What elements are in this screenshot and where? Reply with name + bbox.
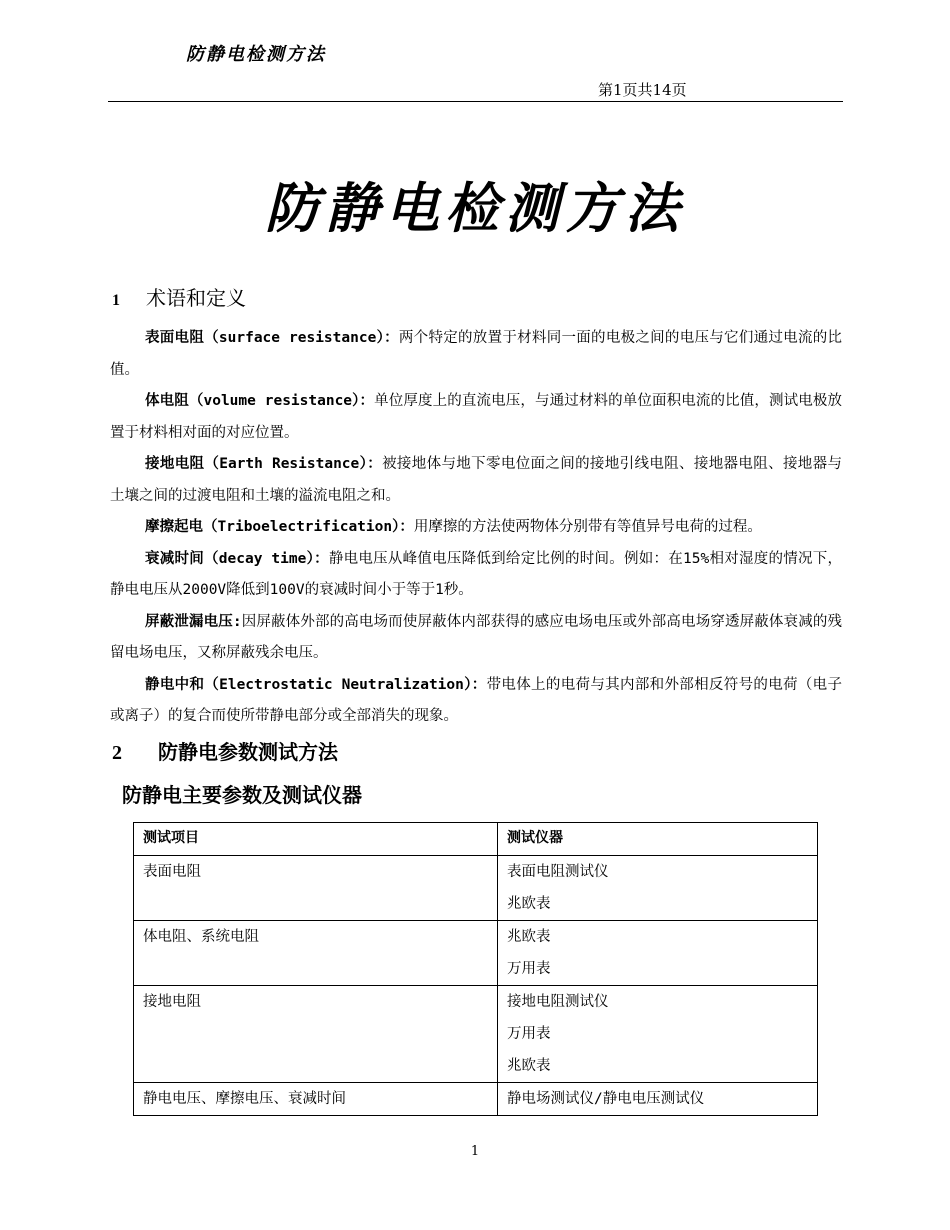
running-header-title: 防静电检测方法 [186, 44, 326, 65]
test-item-cell [134, 986, 498, 1083]
definition-term: 接地电阻（Earth Resistance）： [145, 456, 383, 472]
definition-body: 用摩擦的方法使两物体分别带有等值异号电荷的过程。 [413, 519, 762, 535]
table-row [134, 921, 818, 986]
instrument-cell [498, 986, 818, 1083]
column-header: 测试项目 [134, 823, 498, 856]
definition-body: 静电电压从峰值电压降低到给定比例的时间。例如：在15%相对湿度的情况下，静电电压从2000V降低到100V的衰减时间小于等于1秒。 [110, 550, 843, 598]
instrument-cell [498, 921, 818, 986]
section-2-heading [112, 736, 338, 765]
section-1-heading [112, 282, 246, 311]
definition-paragraph [110, 449, 842, 512]
definition-paragraph [110, 386, 842, 449]
definition-paragraph [110, 512, 842, 544]
section-title: 术语和定义 [146, 286, 246, 310]
section-number: 1 [112, 292, 120, 309]
definition-body: 被接地体与地下零电位面之间的接地引线电阻、接地器电阻、接地器与土壤之间的过渡电阻和土壤的溢流电阻之和。 [110, 456, 842, 504]
instrument: 万用表 [507, 961, 551, 977]
definition-paragraph [110, 607, 842, 670]
definition-body: 两个特定的放置于材料同一面的电极之间的电压与它们通过电流的比值。 [110, 330, 843, 378]
page-count: 第1页共14页 [598, 81, 687, 99]
test-item: 静电电压、摩擦电压、衰减时间 [143, 1091, 346, 1107]
instrument: 兆欧表 [507, 1058, 551, 1074]
instrument: 接地电阻测试仪 [507, 994, 609, 1010]
instrument: 兆欧表 [507, 929, 551, 945]
instrument-cell [498, 1083, 818, 1116]
instrument: 兆欧表 [507, 896, 551, 912]
definition-paragraph [110, 670, 842, 733]
instrument-cell [498, 856, 818, 921]
definition-body: 因屏蔽体外部的高电场而使屏蔽体内部获得的感应电场电压或外部高电场穿透屏蔽体衰减的残留电场电压，又称屏蔽残余电压。 [110, 613, 842, 661]
definition-body: 带电体上的电荷与其内部和外部相反符号的电荷（电子或离子）的复合而使所带静电部分或全部消失的现象。 [110, 676, 843, 724]
table-row [134, 986, 818, 1083]
definition-term: 体电阻（volume resistance）： [145, 393, 375, 409]
definition-paragraph [110, 323, 842, 386]
document-title: 防静电检测方法 [265, 176, 685, 240]
instrument: 表面电阻测试仪 [507, 864, 609, 880]
instrument: 静电场测试仪/静电电压测试仪 [507, 1091, 705, 1107]
definition-term: 屏蔽泄漏电压: [145, 613, 242, 630]
definition-term: 衰减时间（decay time）： [145, 550, 329, 567]
table-caption: 防静电主要参数及测试仪器 [122, 783, 362, 807]
test-item-cell [134, 921, 498, 986]
section-title: 防静电参数测试方法 [158, 740, 338, 764]
test-item: 体电阻、系统电阻 [143, 929, 259, 945]
test-item: 表面电阻 [143, 864, 201, 880]
section-number: 2 [112, 742, 122, 764]
table-header-row [134, 823, 818, 856]
instrument: 万用表 [507, 1026, 551, 1042]
parameters-table [133, 822, 818, 1116]
definition-term: 静电中和（Electrostatic Neutralization）： [145, 676, 487, 693]
column-header: 测试仪器 [498, 823, 818, 856]
definition-term: 表面电阻（surface resistance）： [145, 330, 399, 346]
test-item: 接地电阻 [143, 994, 201, 1010]
test-item-cell [134, 1083, 498, 1116]
definition-paragraph [110, 544, 842, 607]
table-row [134, 856, 818, 921]
definition-term: 摩擦起电（Triboelectrification）： [145, 519, 414, 535]
header-divider [108, 101, 843, 102]
table-row [134, 1083, 818, 1116]
definition-body: 单位厚度上的直流电压，与通过材料的单位面积电流的比值，测试电极放置于材料相对面的对应位置。 [110, 393, 843, 441]
definitions-list [110, 323, 842, 733]
page-number: 1 [470, 1144, 480, 1159]
test-item-cell [134, 856, 498, 921]
